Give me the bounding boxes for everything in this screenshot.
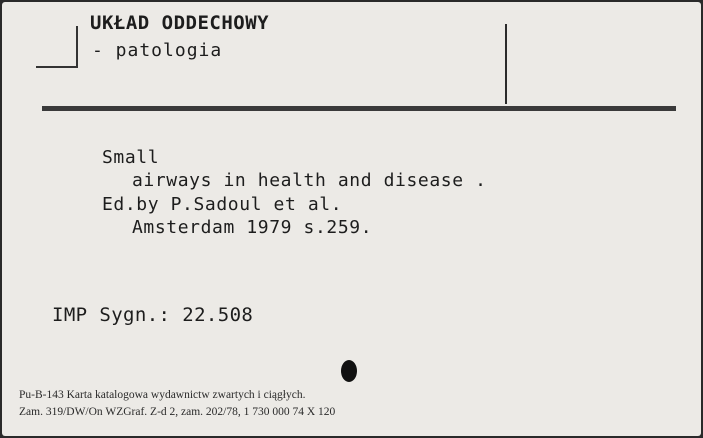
entry-title-line-2: airways in health and disease . [132,170,487,191]
footer-line-2: Zam. 319/DW/On WZGraf. Z-d 2, zam. 202/78, 1 730 000 74 X 120 [19,406,336,418]
entry-editor-line: Ed.by P.Sadoul et al. [102,194,343,215]
header-rule [42,106,676,111]
subject-subheading: - patologia [92,40,223,61]
catalog-card [2,2,701,436]
entry-publication-line: Amsterdam 1979 s.259. [132,217,373,238]
subject-heading: UKŁAD ODDECHOWY [90,12,270,34]
punch-hole [341,360,357,382]
header-vertical-divider [505,24,507,104]
footer-line-1: Pu-B-143 Karta katalogowa wydawnictw zwartych i ciągłych. [19,389,306,401]
bracket-vertical-line [76,26,78,68]
call-number: IMP Sygn.: 22.508 [52,304,254,326]
entry-title-line-1: Small [102,147,160,168]
bracket-horizontal-line [36,66,78,68]
